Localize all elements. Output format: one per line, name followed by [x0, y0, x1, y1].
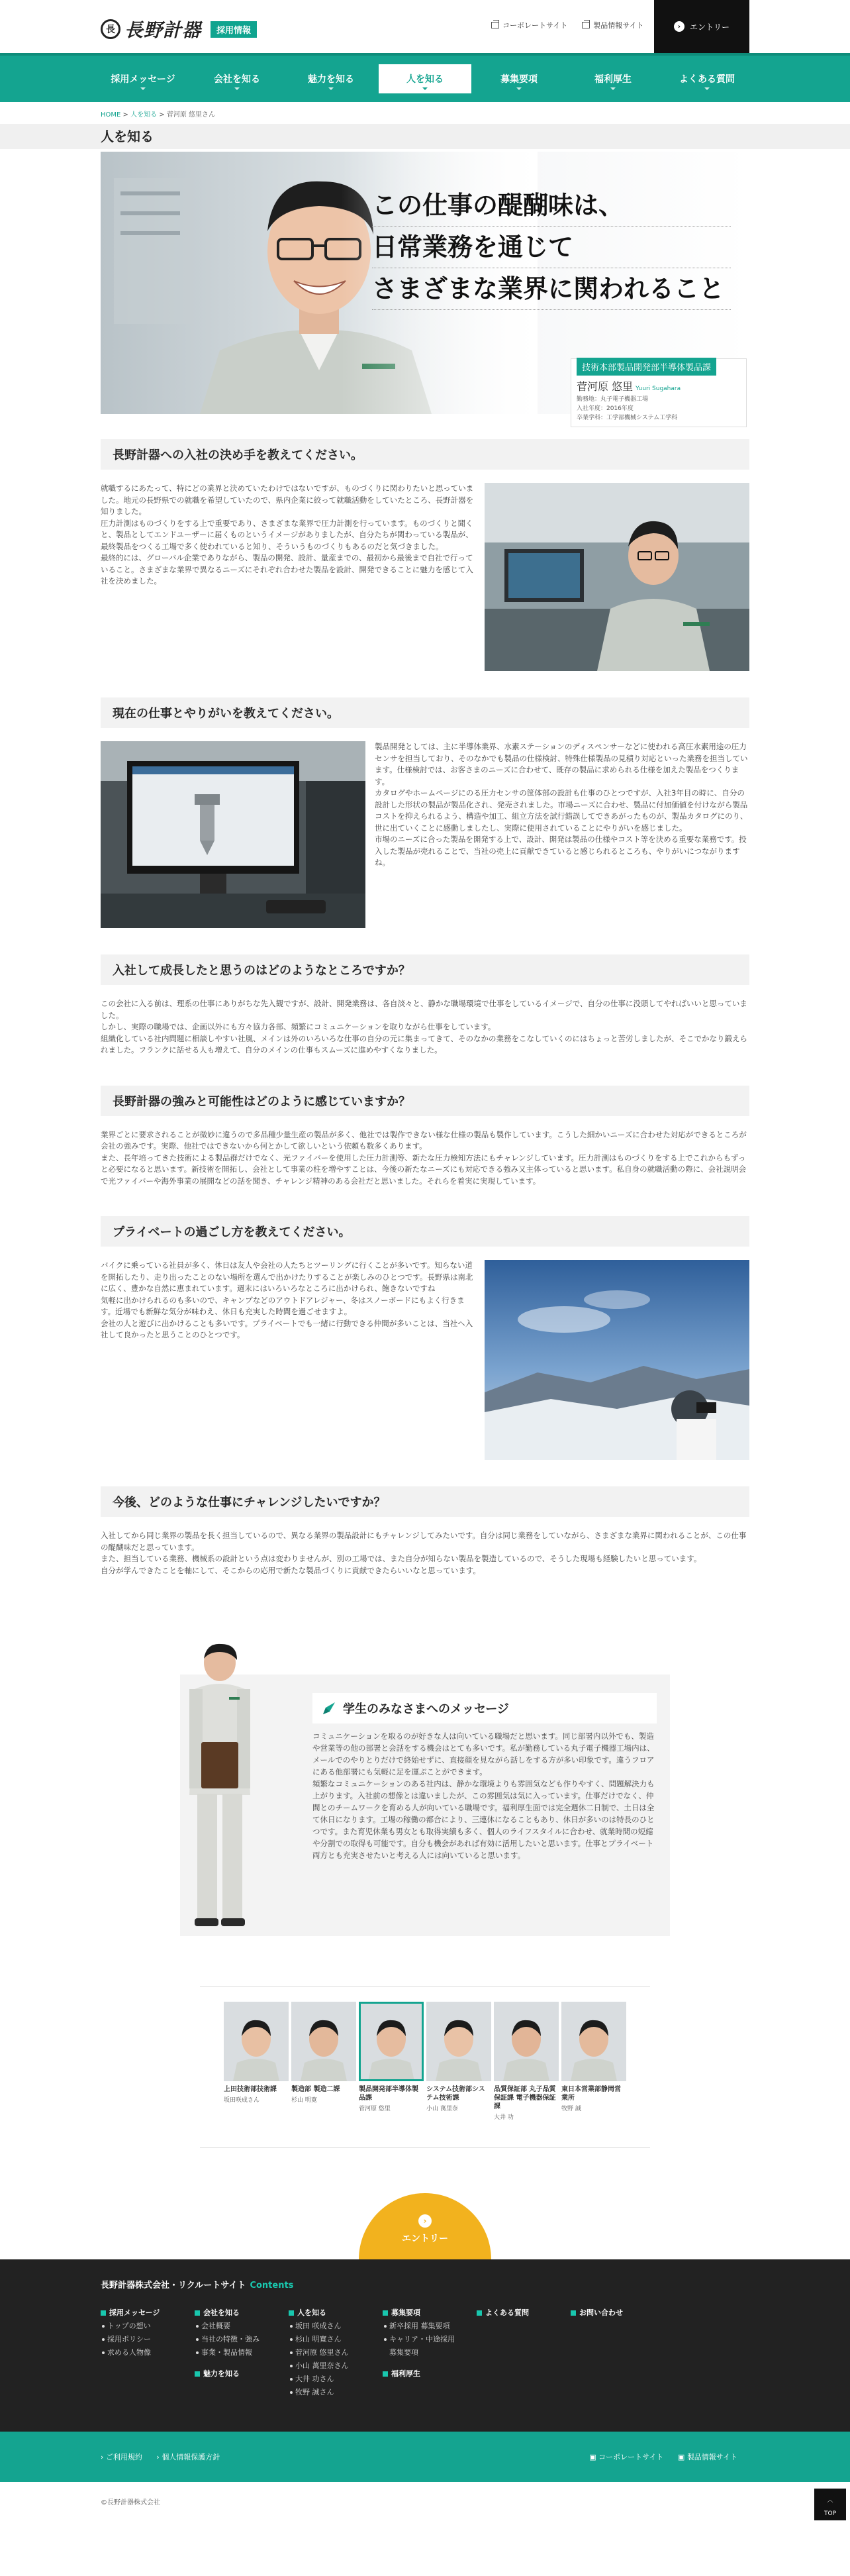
copyright-bar — [0, 2482, 850, 2523]
employee-thumbnail-list — [200, 1986, 650, 2148]
entry-label: エントリー — [689, 22, 730, 32]
employee-thumbnail[interactable] — [291, 2002, 356, 2133]
qa-section-6 — [101, 1486, 749, 1576]
header-entry-button[interactable] — [654, 0, 749, 53]
footer-col-heading[interactable]: お問い合わせ — [571, 2306, 649, 2320]
message-body: コミュニケーションを取るのが好きな人は向いている職場だと思います。同じ部署内以外でも、製造や営業等の他の部署と会話をする機会はとても多いです。私が勤務している丸子電子機器工場内は、メールでのやりとりだけで終始せずに、直接顔を見ながら話しをする方が多い印象です。違うフロアにある他部署にも気軽に足を運ぶことができます。 頻繁なコミュニケーションのある社内は、静かな環境よりも雰囲気なども作りやすく、問題解決力も上がります。入社前の想像とは違いましたが、この雰囲気は気に入っています。仕事だけでなく、仲間とのチームワークを育める人が向いている職場です。福利厚生面では完全週休二日制で、土日は全て休日になります。工場の稼働の都合により、三連休になることもあり、休日が多いのは特長のひとつです。また育児休業も男女とも取得実績も多く、個人のライフスタイルに合わせ、就業時間の短縮や分割での取得も可能です。自分も機会があれば有効に活用したいと思います。仕事とプライベート両方とも充実させたいと考える人には向いていると思います。 — [312, 1731, 655, 1860]
footer-corporate-label: コーポレートサイト — [598, 2453, 664, 2461]
qa-heading: 今後、どのような仕事にチャレンジしたいですか？ — [101, 1486, 749, 1517]
qa-heading: 現在の仕事とやりがいを教えてください。 — [101, 697, 749, 728]
nav-item[interactable]: よくある質問 — [661, 64, 753, 93]
product-site-label: 製品情報サイト — [593, 21, 644, 30]
employee-name: 坂田咲成さん — [224, 2097, 260, 2104]
footer-col-heading[interactable]: 募集要項 — [383, 2306, 461, 2320]
back-to-top-label: TOP — [824, 2510, 836, 2517]
profile-workplace: 勤務地：丸子電子機器工場 — [577, 396, 649, 403]
nav-item[interactable]: 魅力を知る — [285, 64, 377, 93]
footer-product-label: 製品情報サイト — [686, 2453, 737, 2461]
footer-link[interactable]: トップの想い — [101, 2320, 179, 2333]
employee-face-photo — [291, 2002, 356, 2081]
footer-company: 長野計器株式会社・リクルートサイト — [101, 2281, 246, 2291]
entry-button-large[interactable] — [359, 2193, 491, 2259]
employee-name: 杉山 明寛 — [291, 2097, 317, 2104]
qa-section-1 — [101, 439, 749, 671]
footer-column — [571, 2306, 649, 2399]
chevron-up-icon: ︿ — [827, 2497, 833, 2504]
product-site-link[interactable] — [582, 20, 643, 30]
employee-department: 東日本営業部静岡営業所 — [561, 2086, 621, 2102]
recruit-badge: 採用情報 — [211, 21, 257, 38]
footer-link[interactable]: 坂田 咲成さん — [289, 2320, 367, 2333]
breadcrumb-people[interactable]: 人を知る — [130, 111, 158, 119]
footer-col-heading[interactable]: 魅力を知る — [195, 2367, 273, 2381]
qa-answer: 就職するにあたって、特にどの業界と決めていたわけではないですが、ものづくりに関わりたいと思っていました。地元の長野県での就職を希望していたので、県内企業に絞って就職活動をしていたところ、長野計器を知りました。 圧力計測はものづくりをする上で重要であり、さまざまな業界で圧力計測を行っています。ものづくりと聞くと、製品としてエンドユーザーに届くものというイメージがありましたが、自分たちが関わっている製品が、最終製品をつくる工場で多く使われていると知り、そういうものづくりもあるのだと気づきました。 最終的には、グローバル企業でありながら、製品の開発、設計、量産までの、最初から最後まで自社で行っていること。さまざまな業界で異なるニーズにそれぞれ合わせた製品を設計、開発できることに魅力を感じて入社を決めました。 — [101, 484, 474, 586]
employee-department: 製品開発部半導体製品課 — [359, 2086, 418, 2102]
profile-card — [571, 358, 747, 427]
footer-col-heading[interactable]: 会社を知る — [195, 2306, 273, 2320]
footer-product-link[interactable]: ▣ 製品情報サイト — [677, 2453, 737, 2461]
breadcrumb-current: 菅河原 悠里さん — [166, 111, 216, 119]
footer-column — [101, 2306, 179, 2399]
breadcrumb — [101, 102, 749, 124]
hero-line-2: 日常業務を通じて — [372, 227, 731, 268]
footer-column — [477, 2306, 555, 2399]
employee-department: 品質保証部 丸子品質保証課 電子機器保証課 — [494, 2086, 556, 2110]
footer-heading — [101, 2259, 749, 2291]
nav-item[interactable]: 会社を知る — [191, 64, 283, 93]
footer-link[interactable]: 当社の特徴・強み — [195, 2333, 273, 2346]
window-icon — [491, 22, 499, 28]
breadcrumb-sep: > — [120, 111, 131, 119]
employee-face-photo — [359, 2002, 424, 2081]
footer-link[interactable]: 牧野 誠さん — [289, 2386, 367, 2399]
profile-department: 技術本部製品開発部半導体製品課 — [577, 358, 716, 376]
employee-face-photo — [494, 2002, 559, 2081]
footer-column — [195, 2306, 273, 2399]
copyright: ©長野計器株式会社 — [101, 2499, 160, 2506]
hero-section — [101, 152, 749, 421]
nav-item[interactable]: 人を知る — [379, 64, 471, 93]
footer-col-heading[interactable]: 福利厚生 — [383, 2367, 461, 2381]
back-to-top-button[interactable] — [814, 2489, 846, 2520]
qa-heading: 入社して成長したと思うのはどのようなところですか？ — [101, 954, 749, 985]
site-header — [0, 0, 850, 53]
footer-col-heading[interactable]: 人を知る — [289, 2306, 367, 2320]
footer-link[interactable]: 新卒採用 募集要項 — [383, 2320, 461, 2333]
profile-name — [577, 378, 741, 393]
employee-thumbnail[interactable] — [359, 2002, 424, 2133]
qa-section-5 — [101, 1216, 749, 1460]
nav-item[interactable]: 採用メッセージ — [97, 64, 189, 93]
employee-face-photo — [224, 2002, 289, 2081]
terms-label: ご利用規約 — [105, 2453, 142, 2461]
employee-department: 製造部 製造二課 — [291, 2086, 340, 2093]
student-message-box — [180, 1674, 670, 1936]
hero-line-1: この仕事の醍醐味は、 — [372, 185, 731, 227]
qa-section-4 — [101, 1086, 749, 1188]
employee-department: 上田技術部技術課 — [224, 2086, 277, 2093]
footer-link[interactable]: 事業・製品情報 — [195, 2346, 273, 2359]
qa-answer: バイクに乗っている社員が多く、休日は友人や会社の人たちとツーリングに行くことが多いです。知らない道を開拓したり、走り出ったことのない場所を選んで出かけたりすることが楽しみのひとつです。長野県は南北に広く、豊かな自然に恵まれています。週末にはいろいろなところに出かけられ、飽きないですね 気軽に出かけられるのも多いので、キャンプなどのアウトドアレジャー、冬はスノーボードにもよく行きます。近場でも新鮮な気分が味わえ、休日も充実した時間を過ごせますよ。 会社の人と遊びに出かけることも多いです。プライベートでも一緒に行動できる仲間が多いことは、当社へ入社して良かったと思うことのひとつです。 — [101, 1261, 473, 1339]
footer-link[interactable]: 求める人物像 — [101, 2346, 179, 2359]
logo-text: 長野計器 — [124, 19, 202, 41]
footer-link[interactable]: 菅河原 悠里さん — [289, 2346, 367, 2359]
footer-column — [289, 2306, 367, 2399]
employee-department: システム技術部システム技術課 — [426, 2086, 485, 2102]
employee-name: 大井 功 — [494, 2114, 514, 2121]
employee-thumbnail[interactable] — [561, 2002, 626, 2133]
message-heading — [312, 1693, 657, 1724]
footer-link[interactable]: 杉山 明寛さん — [289, 2333, 367, 2346]
arrow-right-icon: › — [674, 21, 685, 32]
privacy-link[interactable]: › 個人情報保護方針 — [156, 2453, 220, 2461]
footer-link[interactable]: 採用ポリシー — [101, 2333, 179, 2346]
employee-face-photo — [426, 2002, 491, 2081]
profile-faculty: 卒業学科：工学部機械システム工学科 — [577, 415, 678, 421]
breadcrumb-sep: > — [157, 111, 167, 119]
terms-link[interactable]: › ご利用規約 — [101, 2453, 142, 2461]
corporate-site-link[interactable] — [491, 20, 567, 30]
qa-answer: 製品開発としては、主に半導体業界、水素ステーションのディスペンサーなどに使われる高圧水素用途の圧力センサを担当しており、そのなかでも製品の仕様検討、特殊仕様製品の見積り対応といった業務を担当しています。仕様検討では、お客さまのニーズに合わせて、既存の製品に求められる仕様を加えた製品をつくります。 カタログやホームページにのる圧力センサの筐体部の設計も仕事のひとつですが、入社3年目の時に、自分の設計した形状の製品が製品化され、発売されました。市場ニーズに合わせ、製品に付加価値を付けながら製品コストを抑えられるよう、構造や加工、組立方法を試行錯誤してできあがったものが、製品カタログにのり、世に出ていくことに感動しましたし、実際に使用されていることにやりがいを感じました。 市場のニーズに合った製品を開発する上で、設計、開発は製品の仕様やコスト等を決める重要な業務です。投入した製品が売れることで、当社の売上に貢献できていると感じられるところも、やりがいにつながりますね。 — [375, 742, 748, 867]
qa-answer: この会社に入る前は、理系の仕事にありがちな先入観ですが、設計、開発業務は、各自淡々と、静かな職場環境で仕事をしているイメージで、自分の仕事に没頭してやればいいと思っていました。 しかし、実際の職場では、企画以外にも方々協力各部、頻繁にコミュニケーションを取りながら仕事をしています。 組織化している社内問題に相談しやすい社風、メインは外のいろいろな仕事の自分の元に集まってきて、そのなかの業務をこなしていくのにはちょっと苦労しましたが、そこでかなり鍛えられました。フランクに話せる人も増えて、自分のメインの仕事もスムーズに進めやすくなりました。 — [101, 999, 748, 1055]
arrow-right-icon: › — [418, 2214, 432, 2228]
footer-col-heading[interactable]: よくある質問 — [477, 2306, 555, 2320]
footer-col-heading[interactable]: 採用メッセージ — [101, 2306, 179, 2320]
hero-headline — [372, 185, 731, 310]
hero-line-3: さまざまな業界に関われること — [372, 268, 731, 310]
cad-monitor-photo — [101, 741, 365, 928]
footer-link-bar — [0, 2432, 850, 2482]
site-logo[interactable] — [101, 16, 257, 42]
footer-link[interactable]: 小山 萬里奈さん — [289, 2359, 367, 2373]
employee-face-photo — [561, 2002, 626, 2081]
global-nav — [0, 53, 850, 102]
qa-answer: 業界ごとに要求されることが微妙に違うので多品種少量生産の製品が多く、他社では製作できない様な仕様の製品も製作しています。こうした細かいニーズに合わせた対応ができるところが会社の強みです。実際、他社ではできないから何とかして欲しいという依頼も数多くあります。 また、長年培ってきた技術による製品群だけでなく、光ファイバーを使用した圧力計測等、新たな圧力検知方法にもチャレンジしています。圧力計測はものづくりをする上でこれからもずっと必要になると思います。新技術を開拓し、会社として事業の柱を増やすことは、今後の新たなニーズにも対応できる強み又主体っていると思います。私自身の就職活動の際に、会社説明会で光ファイバーや海外事業の展開などの話を聞き、チャレンジ精神のある会社だと思いました。それらを着実に実現しています。 — [101, 1129, 747, 1186]
corporate-site-label: コーポレートサイト — [502, 21, 568, 30]
standing-employee-photo — [134, 1636, 306, 1941]
profile-join-year: 入社年度：2016年度 — [577, 405, 634, 412]
site-footer — [0, 2259, 850, 2432]
profile-name-ja: 菅河原 悠里 — [577, 380, 634, 393]
nav-item[interactable]: 募集要項 — [473, 64, 565, 93]
qa-answer: 入社してから同じ業界の製品を長く担当しているので、異なる業界の製品設計にもチャレンジしてみたいです。自分は同じ業務をしていながら、さまざまな業界に関われることが、この仕事の醍醐味だと思っています。 また、担当している業務、機械系の設計という点は変わりませんが、別の工場では、また自分が知らない製品を製造しているので、そうした現場も経験したいと思っています。 自分が学んできたことを軸にして、そこからの応用で新たな製品づくりに貢献できたらいいなと思っています。 — [101, 1531, 747, 1575]
footer-link[interactable]: キャリア・中途採用 募集要項 — [383, 2333, 461, 2359]
qa-section-2 — [101, 697, 749, 928]
footer-link[interactable]: 大井 功さん — [289, 2373, 367, 2386]
privacy-label: 個人情報保護方針 — [162, 2453, 220, 2461]
qa-heading: 長野計器の強みと可能性はどのように感じていますか？ — [101, 1086, 749, 1116]
footer-corporate-link[interactable]: ▣ コーポレートサイト — [589, 2453, 664, 2461]
snow-mountain-photo — [485, 1260, 749, 1460]
pen-icon — [322, 1701, 336, 1716]
page-title-bar — [0, 124, 850, 149]
employee-thumbnail[interactable] — [494, 2002, 559, 2133]
entry-large-label: エントリー — [402, 2234, 448, 2244]
employee-thumbnail[interactable] — [426, 2002, 491, 2133]
page-title: 人を知る — [101, 129, 154, 144]
window-icon — [582, 22, 590, 28]
footer-link[interactable]: 会社概要 — [195, 2320, 273, 2333]
office-desk-photo — [485, 483, 749, 671]
footer-column — [383, 2306, 461, 2399]
message-title: 学生のみなさまへのメッセージ — [343, 1702, 509, 1716]
footer-contents-label: Contents — [250, 2281, 294, 2291]
logo-mark: 長 — [101, 19, 120, 39]
profile-name-en: Yuuri Sugahara — [636, 386, 681, 392]
qa-heading: プライベートの過ごし方を教えてください。 — [101, 1216, 749, 1247]
breadcrumb-home[interactable]: HOME — [101, 111, 121, 119]
profile-meta — [577, 395, 741, 423]
employee-name: 菅河原 悠里 — [359, 2106, 391, 2112]
employee-thumbnail[interactable] — [224, 2002, 289, 2133]
qa-section-3 — [101, 954, 749, 1056]
employee-name: 小山 萬里奈 — [426, 2106, 458, 2112]
nav-item[interactable]: 福利厚生 — [567, 64, 659, 93]
employee-name: 牧野 誠 — [561, 2106, 581, 2112]
qa-heading: 長野計器への入社の決め手を教えてください。 — [101, 439, 749, 470]
